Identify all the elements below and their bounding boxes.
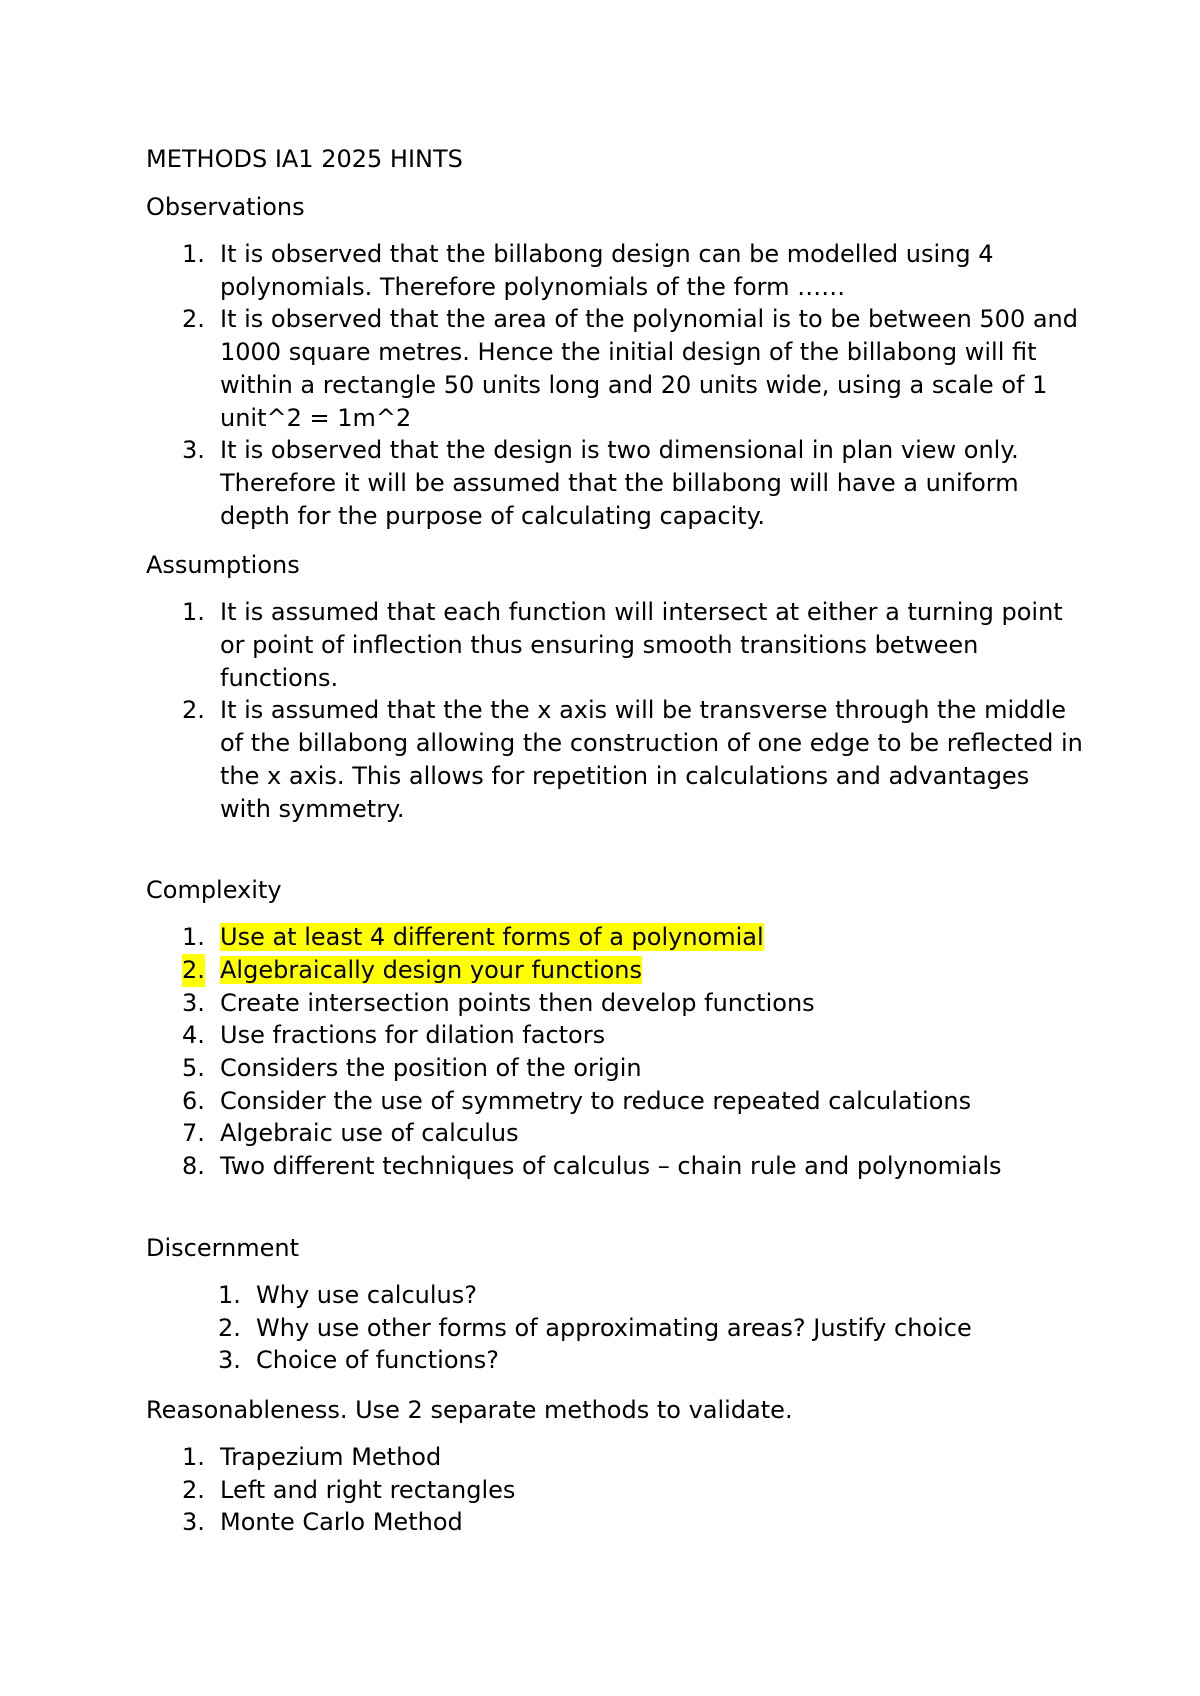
list-item-text: Choice of functions?: [256, 1346, 499, 1375]
list-item-text: Use at least 4 different forms of a polynomial: [220, 923, 764, 952]
complexity-heading: Complexity: [146, 876, 282, 905]
list-item: [146, 434, 1086, 532]
list-number: 1.: [218, 1280, 241, 1309]
list-item: [146, 1019, 1086, 1052]
list-item-text: It is observed that the design is two dimensional in plan view only. Therefore it will be assumed that the billabong will have a uniform depth for the purpose of calculating capacity.: [220, 436, 1019, 530]
list-item-text: It is assumed that the the x axis will be transverse through the middle of the billabong allowing the construction of one edge to be reflected in the x axis. This allows for repetition in calculations and advantages with symmetry.: [220, 696, 1083, 823]
list-item-text: It is assumed that each function will intersect at either a turning point or point of inflection thus ensuring smooth transitions between functions.: [220, 598, 1063, 692]
assumptions-heading: Assumptions: [146, 551, 300, 580]
list-item-text: Monte Carlo Method: [220, 1508, 463, 1537]
highlighted-text: [182, 923, 764, 952]
list-item: [146, 1052, 1086, 1085]
list-item: [146, 238, 1086, 303]
list-item: [146, 596, 1086, 694]
list-number: 1.: [182, 240, 205, 268]
list-item: [146, 1085, 1086, 1118]
list-number: 7.: [182, 1119, 205, 1148]
list-item-text: Create intersection points then develop functions: [220, 988, 815, 1017]
list-number: 2.: [218, 1313, 241, 1342]
list-item: [146, 1344, 1086, 1377]
list-number: 4.: [182, 1021, 205, 1050]
list-number: 1.: [182, 598, 205, 627]
reasonableness-heading: Reasonableness. Use 2 separate methods to validate.: [146, 1395, 793, 1424]
observations-heading: Observations: [146, 193, 305, 221]
list-item: [146, 954, 1086, 987]
list-item: [146, 1441, 1086, 1474]
list-item: [146, 1506, 1086, 1539]
list-item-text: Why use calculus?: [256, 1280, 477, 1309]
assumptions-list: [146, 596, 1086, 825]
list-item: [146, 987, 1086, 1020]
list-item-text: It is observed that the billabong design can be modelled using 4 polynomials. Therefore polynomials of the form ……: [220, 240, 994, 301]
list-item: [146, 303, 1086, 434]
list-number: 2.: [182, 1475, 205, 1504]
list-number: 8.: [182, 1152, 205, 1181]
list-number: 2.: [182, 305, 205, 334]
list-item-text: Consider the use of symmetry to reduce repeated calculations: [220, 1086, 972, 1115]
list-number: 5.: [182, 1054, 205, 1083]
document-title: METHODS IA1 2025 HINTS: [146, 145, 463, 173]
list-item-text: Why use other forms of approximating areas? Justify choice: [256, 1313, 972, 1342]
document-page: [146, 142, 1086, 1539]
list-item-text: Left and right rectangles: [220, 1475, 516, 1504]
list-number: 1.: [182, 1442, 205, 1471]
list-number: 6.: [182, 1086, 205, 1115]
list-item-text: Use fractions for dilation factors: [220, 1021, 606, 1050]
list-number: 3.: [182, 436, 205, 465]
list-item-text: Trapezium Method: [220, 1442, 442, 1471]
list-item-text: Two different techniques of calculus – chain rule and polynomials: [220, 1152, 1002, 1181]
list-number: 3.: [218, 1346, 241, 1375]
list-item: [146, 1474, 1086, 1507]
list-number: 2.: [182, 696, 205, 725]
list-item: [146, 1279, 1086, 1312]
list-number: 3.: [182, 1508, 205, 1537]
list-number: 3.: [182, 988, 205, 1017]
list-number: 1.: [182, 923, 205, 952]
list-item-text: Considers the position of the origin: [220, 1054, 642, 1083]
list-item: [146, 1312, 1086, 1345]
discernment-list: [146, 1279, 1086, 1377]
list-number: 2.: [182, 954, 205, 987]
list-item-text: Algebraic use of calculus: [220, 1119, 519, 1148]
list-item: [146, 1150, 1086, 1183]
complexity-list: [146, 921, 1086, 1183]
observations-list: [146, 238, 1086, 532]
discernment-heading: Discernment: [146, 1233, 300, 1262]
list-item: [146, 921, 1086, 954]
list-item-text: Algebraically design your functions: [220, 955, 643, 984]
list-item: [146, 1117, 1086, 1150]
list-item-text: It is observed that the area of the polynomial is to be between 500 and 1000 square metres. Hence the initial design of the billabong will fit within a rectangle 50 units long and 20 units wide, using a scale of 1 unit^2 = 1m^2: [220, 305, 1078, 432]
reasonableness-list: [146, 1441, 1086, 1539]
list-item: [146, 694, 1086, 825]
